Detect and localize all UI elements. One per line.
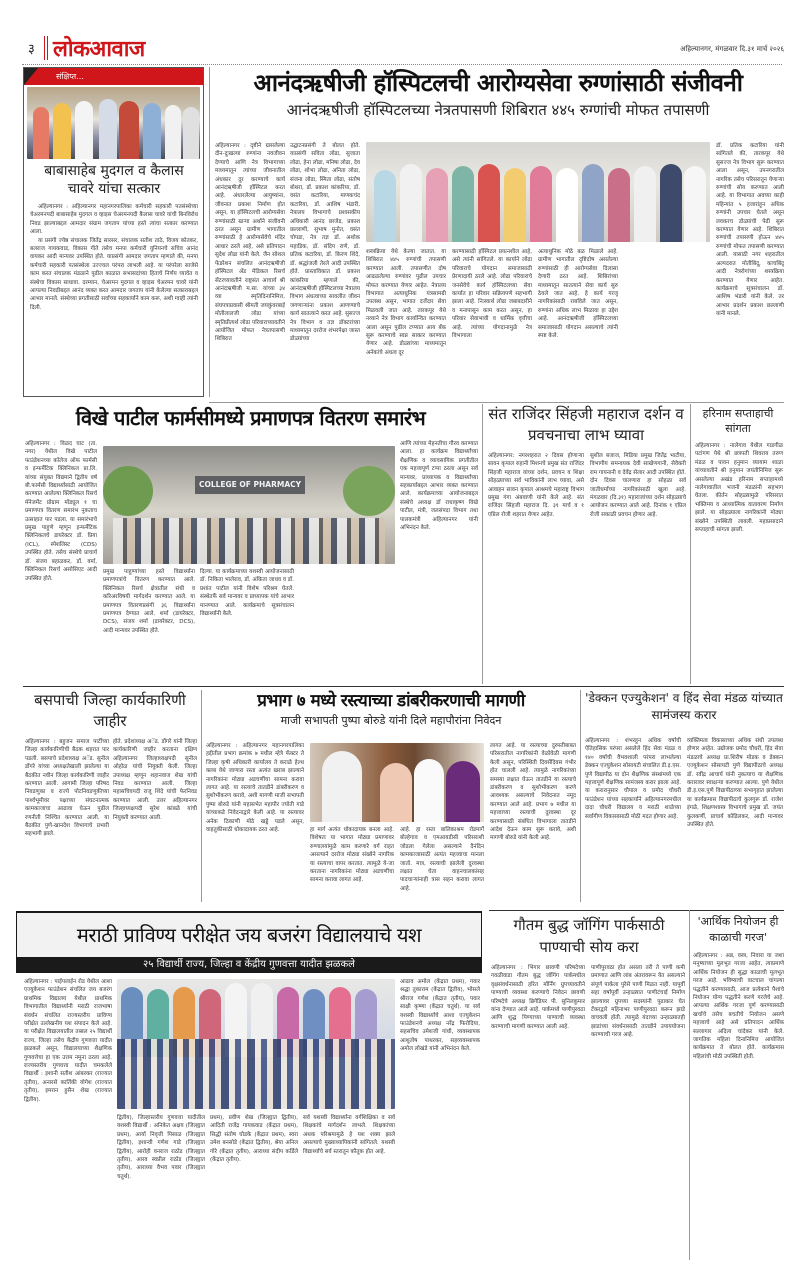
pharmacy-headline: विखे पाटील फार्मसीमध्ये प्रमाणपत्र वितरण समारंभ (75, 406, 426, 430)
marathi-headline-box (16, 911, 482, 957)
deccan-column-rule (580, 690, 581, 902)
harinam-body: अहिल्यानगर : नालेगाव येथील गाडगीळ पटांगण येथे श्री छत्रपती शिवराय तरुण मंडळ व पावन हनुमान व्यायाम शाळा यांच्यावतीने श्री हनुमान जयंतीनिमित्त सुरू असलेल्या अखंड हरिनाम सप्ताहामध्ये नालेगावातील भजनी मंडळांनी सहभाग घेतला. कीर्तन सोहळ्यामुळे परिसरात भक्तिमय व आध्यात्मिक वातावरण निर्माण झाले. या सोहळ्याला नागरिकांनी मोठ्या संख्येने उपस्थिती लावली. महाप्रसादाने सप्ताहाची सांगता झाली. (695, 443, 783, 534)
lead-col-3: शस्त्रक्रिया येथे केल्या जातात. या शिबिरात ४४५ रुग्णांची तपासणी करण्यात आली. तपासणीत दोष आढळलेल्या रुग्णांवर पुढील उपचार मोफत करण्यात येणार आहेत. नेत्रालय विभागात अत्याधुनिक यंत्रसामग्री उपलब्ध असून, भागात दर्जेदार सेवा मिळवली जात आहे. तारकपूर येथे नव्याने नेत्र विभाग कार्यान्वित करण्यात आला असून पुढील टप्प्यात आय बँक सुरू करण्याचे स्वप्न साकार करण्यात येणार आहे. डोळ्यांच्या माध्यमातून अनेकांचे अंधत्व दूर (366, 249, 446, 356)
brief-para-2: या प्रसंगी ज्येष्ठ संचालक जितेंद्र सारसर, संचालक सतीश ताठे, विजय कोतकर, बलराज गायकवाड, विकास गीते तसेच मनपा कर्मचारी युनियनचे सचिव आनंद वायकर आदी मान्यवर उपस्थित होते. याप्रसंगी आमदार जगताप म्हणाले की, मनपा कर्मचारी सहकारी पतसंस्थेला उज्ज्वल परंपरा लाभली आहे. या परंपरेला साजेसे काम करत संचालक मंडळाने पुढील काळात सभासदांच्या हिताचे निर्णय घ्यावेत व संस्थेचा विकास साधावा. दरम्यान, चेअरमन मुदगल व व्हाइस चेअरमन चावरे यांनी आपल्या निवडीबद्दल आनंद व्यक्त करत आमदार जगताप यांनी केलेल्या सत्काराबद्दल आभार मानले. संस्थेच्या प्रगतीसाठी सर्वांच्या सहकार्याने काम करू, अशी ग्वाही त्यांनी दिली. (30, 237, 198, 311)
masthead-rule (22, 64, 782, 65)
arthik-body: अहिल्यानगर : अन्न, वस्त्र, निवारा या जशा मनुष्याच्या मूलभूत गरजा आहेत, त्याप्रमाणे आर्थिक नियोजन ही सुद्धा काळाची मूलभूत गरज आहे. भविष्याची वाटचाल चांगल्या पद्धतीने करण्यासाठी, आज प्रत्येकाने पैशांचे नियोजन योग्य पद्धतीने करणे गरजेचे आहे. आपल्या आर्थिक गरजा पूर्ण करण्यासाठी खर्चाचे तसेच बचतीचे नियोजन असणे महत्त्वाचे आहे असे प्रतिपादन आर्थिक सल्लागार अदित्य चांदेकर यांनी केले. जागतिक महिला दिनानिमित्त आयोजित कार्यक्रमात ते बोलत होते. कार्यक्रमास महिलांची मोठी उपस्थिती होती. (693, 953, 784, 1060)
harinam-column-rule (690, 404, 691, 684)
harinam-headline: हरिनाम सप्ताहाची सांगता (702, 407, 774, 435)
marathi-subhead-bar (16, 957, 482, 973)
deccan-headline: 'डेक्कन एज्युकेशन' व हिंद सेवा मंडळ यांच्यात सामंजस्य करार (585, 691, 783, 722)
lead-col-1: अहिल्यानगर : दृष्टीने ग्रासलेल्या दीन-दुःखल्या रुग्णांना नवजीवन देण्याचे आणि नेत्र विभागाच्या माध्यमातून त्यांच्या जीवनातील अंधकार दूर करण्याचे कार्य आनंदऋषीजी हॉस्पिटल करत आहे. अंधारलेल्या आयुष्यांना, जीवनात प्रकाश निर्माण होत असून, या हॉस्पिटलची आरोग्यसेवा रुग्णांसाठी खऱ्या अर्थाने संजीवनी ठरत असून ग्रामीण भागातील रुग्णांसाठी हे आरोग्यसेवेचे मंदिर आधार ठरले आहे, असे प्रतिपादन सुदेश लोढा यांनी केले. जैन सोशल फेडरेशन संचलित आनंदऋषीजी हॉस्पिटल अँड मेडिकल रिसर्च सेंटरच्यावतीने राष्ट्रसंत आचार्य श्री आनंदऋषीजी म.सा. यांच्या ३४ व्या स्मृतिदिनानिमित्त, संघपत्राप्रवासी श्रीमती जयकुंवरबाई मोतीलालजी लोढा यांच्या स्मृतिप्रीत्यर्थ लोढा परिवाराच्यावतीने आयोजित मोफत नेत्रतपासणी शिबिरात (215, 143, 285, 343)
prabhag-col-2: हा मार्ग अत्यंत धोकादायक बनला आहे. विशेषतः या भागात मोठ्या प्रमाणावर रुग्णालयांमुळे काम करणारे वर्ग राहत असल्याने दररोज मोठ्या संख्येने नागरिक या रस्त्याचा वापर करतात. त्यामुळे ये-जा करताना नागरिकांना मोठ्या अडचणींचा सामना करावा लागत आहे. (310, 827, 394, 884)
arthik-column-rule (689, 910, 690, 1260)
dateline: अहिल्यानगर, मंगळवार दि.३१ मार्च २०२६ (680, 45, 784, 53)
lead-col-6: डॉ. प्रतिक कटारिया यांनी सांगितले की, तारकपूर येथे सुसज्ज नेत्र विभाग सुरू करण्यात आला असून, उपनगरातील नागरिक तसेच परिसरातून येणाऱ्या रुग्णांची सोय करण्यात आली आहे. या विभागात अवघ्या काही महिन्यांत ५ हजारांहून अधिक रुग्णांनी उपचार घेतले असून लवकरच डोळ्यांची पेढी सुरू करण्यात येणार आहे. शिबिरात रुग्णांची तपासणी होऊन ४४५ रुग्णांची मोफत तपासणी करण्यात आली. यासाठी नगर शहरातील अल्पदरात मोतीबिंदू, काचबिंदू आदी नेत्ररोगांच्या शस्त्रक्रिया करण्यात येणार आहेत. कार्यक्रमाचे सूत्रसंचालन डॉ. आशिष भंडारी यांनी केले. तर आभार प्रदर्शन प्रकाश छल्लाणी यांनी मानले. (716, 143, 784, 318)
arthik-top-rule (690, 910, 784, 911)
lead-subhead: आनंदऋषीजी हॉस्पिटलच्या नेत्रतपासणी शिबिरात ४४५ रुग्णांची मोफत तपासणी (286, 101, 710, 119)
lead-col-2: उद्घाटनप्रसंगी ते बोलत होते. याप्रसंगी सविता लोढा, सुजाता लोढा, हेना लोढा, मनिषा लोढा, देव लोढा, शोभा लोढा, अनिता लोढा, संजना लोढा, स्मिता लोढा, संतोष बोथरा, डॉ. प्रकाश कांकरिया, डॉ. वसंत कटारिया, माणकचंद कटारिया, डॉ. आशिष भंडारी, नेत्रालय विभागाचे प्रशासकीय अधिकारी आनंद छाजेड, प्रकाश छल्लाणी, सुभाष मुनोत, वसंत चोपडा, नेत्र तज्ञ डॉ. अशोक महाडिक, डॉ. संदिप राणे, डॉ. प्रतिक कटारिया, डॉ. किरण शिंदे, डॉ. श्रद्धांजली तेरले आदी उपस्थित होते. प्रास्ताविकात डॉ. प्रकाश कांकरिया म्हणाले की, आनंदऋषीजी हॉस्पिटलच्या नेत्रालय विभाग अंधत्वाच्या सावलीत जीवन जगणाऱ्यांना प्रकाश आणण्याचे कार्य सातत्याने करत आहे. सुसज्ज नेत्र विभाग व तज्ञ डॉक्टरांच्या माध्यमातून दररोज शंभरपेक्षा जास्त डोळ्यांच्या (290, 143, 360, 343)
marathi-subhead: २५ विद्यार्थी राज्य, जिल्हा व केंद्रीय गुणवत्ता यादीत झळकले (143, 959, 355, 970)
prabhag-photo (310, 743, 484, 822)
brief-body (30, 203, 198, 393)
brief-para-1: अहिल्यानगर : अहिल्यानगर महानगरपालिका कर्मचारी सहकारी पतसंस्थेच्या चेअरमनपदी बाबासाहेब मुदगल व व्हाइस चेअरमनपदी कैलास चावरे यांची बिनविरोध निवड झाल्याबद्दल आमदार संग्राम जगताप यांच्या हस्ते त्यांचा सत्कार करण्यात आला. (30, 204, 198, 236)
marathi-col-2: द्वितीय), जिल्हास्तरीय गुणवत्ता यादीतील यशस्वी विद्यार्थी : अनिकेत अक्षय (जिल्ह्यात प्रथम), आर्या निवृत्ती पिसाळ (जिल्ह्यात द्वितीय), इशान्वी गणेश गाडे (जिल्ह्यात द्वितीय), आरोही वनराज राठोड (जिल्ह्यात तृतीय), आरव स्वप्नील राठोड (जिल्ह्यात तृतीय), आराध्या वैभव पवार (जिल्ह्यात चतुर्थ). (117, 1115, 205, 1180)
masthead-divider (44, 36, 45, 60)
lead-col-5: अत्याधुनिक मोठे बळ मिळाले आहे. ग्रामीण भागातील दृष्टिदोष असलेल्या रुग्णांसाठी ही आरोग्यसेवा दिलासा देणारी ठरत आहे. शिबिरांच्या माध्यमातून सातत्याने सेवा कार्य सुरु ठेवले जात आहे. हे कार्य गरजू नागरिकांसाठी राबविले जात असून, रुग्णांना अधिक लाभ मिळावा हा उद्देश आहे. आनंदऋषीजी हॉस्पिटलच्या समाजासाठी योगदान असल्याचे त्यांनी स्पष्ट केले. (538, 249, 618, 340)
basapa-col-2: होते. प्रदेशाध्यक्ष अॅड. डोंगरे यांनी जिल्हा कार्यकारिणी जाहीर करताना दक्षिण अहिल्यानगर जिल्हाध्यक्षपदी सुनील ओहोळ यांची नियुक्ती केली. जिल्हा उपाध्यक्ष म्हणून शहानवाज शेख यांची निवड करण्यात आली. जिल्हा महासचिवपदी राजू शिंदे यांची फेरनिवड करण्यात आली. उत्तर अहिल्यानगर जिल्हाध्यक्षपदी सुरेश कांबळे यांची नियुक्ती करण्यात आली. (113, 739, 197, 821)
pharmacy-photo (103, 446, 395, 564)
masthead (24, 34, 784, 62)
brief-photo (27, 87, 200, 159)
basapa-headline: बसपाची जिल्हा कार्यकारिणी जाहीर (34, 691, 186, 730)
lead-col-6b (624, 248, 710, 398)
brief-box (23, 67, 204, 397)
pharmacy-col-4: आणि त्यांच्या मेहनतीचा गौरव करण्यात आला. हा कार्यक्रम विद्यार्थ्यांच्या शैक्षणिक व व्यावसायिक प्रगतीतील एक महत्त्वपूर्ण टप्पा ठरला असून सर्व मान्यवर, प्राध्यापक व विद्यार्थ्यांच्या सहकार्याबद्दल आभार व्यक्त करण्यात आले. कार्यक्रमाच्या आयोजनाबद्दल संस्थेचे अध्यक्ष डॉ राधाकृष्ण विखे पाटील, मंत्री, जलसंपदा विभाग तथा पालकमंत्री अहिल्यानगर यांनी अभिनंदन केले. (400, 441, 478, 532)
gautam-col-1: अहिल्यानगर : भिंगार छावणी परिषदेच्या गवळीवाडा गौतम बुद्ध जॉगिंग पार्कमधील वृक्षसंवर्धनासाठी हरित मॉर्निंग ग्रुपच्यावतीने पाण्याची व्यवस्था करण्याचे निवेदन छावणी परिषदेचे अध्यक्ष ब्रिगेडियर पी. सुनिलकुमार यांना देण्यात आले आहे. पार्कमध्ये पाणीपुरवठा आणि शुद्ध पिण्याच्या पाण्याची व्यवस्था करण्याची मागणी करण्यात आली आहे. (491, 965, 585, 1030)
pharmacy-col-3: दिल्या. या कार्यक्रमाच्या यशस्वी आयोजनासाठी डॉ. निकिता भालेराव, डॉ. अंकिता जाधव व डॉ. प्रशांत पाटील यांनी विशेष परिश्रम घेतले. संस्थेतर्फे सर्व मान्यवर व प्राध्यापक यांचे आभार मानण्यात आले. कार्यक्रमाचे सूत्रसंचालन विद्यार्थ्यांनी केले. (200, 569, 294, 618)
gautam-col-2: पाणीपुरवठा होत असला तरी ते पाणी कमी प्रमाणात आणि लांब अंतरावरून येत असल्याने संपूर्ण पार्कला पुरेसे पाणी मिळत नाही. यापूर्वी सहा वर्षांपूर्वी उन्हाळ्यात पाणीटंचाई निर्माण झाल्यावर ग्रुपच्या सदस्यांनी पुढाकार घेत टँकरद्वारे महिनाभर पाणीपुरवठा करून झाडे वाचवली होती. त्यामुळे यंदाच्या उन्हाळ्यातही झाडांच्या संवर्धनासाठी तातडीने उपाययोजना करण्याची गरज आहे. (591, 965, 685, 1039)
paper-logo: लोकआवाज (53, 37, 145, 62)
basapa-col-1: अहिल्यानगर : बहुजन समाज पार्टीच्या जिल्हा कार्यकारिणीची बैठक शहरात पार पडली. बसपाचे प्रदेशाध्यक्ष अॅड. सुनील डोंगरे यांच्या अध्यक्षतेखाली झालेल्या या बैठकीत नवीन जिल्हा कार्यकारिणी जाहीर करण्यात आली. आगामी जिल्हा परिषद निवडणुका व राज्ये पोटनिवडणुकीच्या पार्श्वभूमीवर पक्षाच्या संघटनात्मक कामकाजाचा आढावा घेऊन पुढील रणनीती निश्चित करण्यात आली. या बैठकीत पुणे-खानदेश विभागाचे प्रभारी सहभागी झाले. (25, 739, 109, 838)
lead-headline: आनंदऋषीजी हॉस्पिटलची आरोग्यसेवा रुग्णांसाठी संजीवनी (253, 69, 743, 97)
pharmacy-sign-text: COLLEGE OF PHARMACY (198, 480, 302, 489)
lead-column-rule (209, 67, 210, 397)
brief-label: संक्षिप्त... (56, 72, 84, 81)
pharmacy-col-1: अहिल्यानगर : विळद घाट (ता. नगर) येथील विखे पाटील फाउंडेशनच्या कॉलेज ऑफ फार्मसी व इन्फर्मेटिक क्लिनिकल प्रा.लि. यांच्या संयुक्त विद्यमाने द्वितीय वर्ष बी.फार्मसी विद्यार्थ्यांसाठी आयोजित करण्यात आलेल्या क्लिनिकल रिसर्च मॅनेजमेंट प्रोग्राम मॉड्यूल १ चा प्रमाणपत्र वितरण समारंभ नुकताच उत्साहात पार पडला. या समारंभाचे प्रमुख पाहुणे म्हणून इन्फर्मेटिक क्लिनिकलचे डायरेक्टर डॉ. प्रिया (ICL), स्पेशलिस्ट (CDS) उपस्थित होते. तसेच संस्थेचे प्राचार्य डॉ. संजय बहाळकर, डॉ. वर्मा, क्लिनिकल रिसर्च असोसिएट आदी उपस्थित होते. (25, 441, 97, 582)
page-number: ३ (28, 42, 35, 57)
santji-col-1: अहिल्यानगर: नगरशहरात २ दिवस होणाऱ्या सावन कृपाल रुहानी मिशनचे प्रमुख संत राजिंदर सिंहजी महाराज यांच्या दर्शन, प्रवचन व शिक्षा सोहळ्याच्या सर्व भाविकांनी लाभ घ्यावा, असे आवाहन सावन कृपाल आश्रमचे महाराष्ट्र विभाग प्रमुख गंगा अंबवाणी यांनी केले आहे. संत राजिंदर सिंहजी महाराज दि. ३१ मार्च व १ एप्रिल रोजी शहरात येणार आहेत. (488, 453, 584, 518)
prabhag-column-rule (201, 690, 202, 902)
brief-label-bar (24, 68, 203, 85)
section-rule-2 (23, 686, 784, 687)
marathi-col-1: अहिल्यानगर : पाईपलाईन रोड येथील आशा एज्युकेशन फाउंडेशन संचलित जय बजरंग प्राथमिक विद्यालय येथील प्राथमिक विभागातील विद्यार्थ्यांनी मराठी राजभाषा संवर्धन संचलित राज्यस्तरीय प्राविण्य परीक्षेत उल्लेखनीय यश संपादन केले आहे. या परीक्षेत विद्यालयातील तब्बल २५ विद्यार्थी राज्य, जिल्हा तसेच केंद्रीय गुणवत्ता यादीत झळकले असून, विद्यालयाच्या शैक्षणिक गुणवत्तेचा हा एक उत्तम नमुना ठरला आहे. राज्यस्तरीय गुणवत्ता यादीत चमकलेले विद्यार्थी : इशानी सतीश आंबरकर (राज्यात तृतीय), अनारसे कार्तिकी योगेश (राज्यात तृतीय), इमरान हुसैन शेख (राज्यात द्वितीय). (24, 979, 112, 1103)
gautam-headline: गौतम बुद्ध जॉगिंग पार्कसाठी पाण्याची सोय करा (513, 916, 665, 956)
santji-col-2: सुशील बजाज, मिडिया प्रमुख जितेंद्र भाटीया, विभागीय समन्वयक देवी साखेणगानी, सेवेकरी राम गायनानी व देवेंद्र सेलार आदी उपस्थित होते. दोन दिवस चालणारा हा सोहळा सर्व जातीधर्मांच्या नागरिकांसाठी खुला आहे. मंगळवार (दि.३१) महाराजांच्या दर्शन सोहळ्याचे आयोजन करण्यात आले आहे. दिनांक १ एप्रिल रोजी सकाळी प्रवचन होणार आहे. (590, 453, 686, 518)
masthead-divider-2 (47, 36, 48, 60)
marathi-photo (117, 979, 395, 1109)
prabhag-headline: प्रभाग ७ मध्ये रस्त्याच्या डांबरीकरणाची मागणी (257, 691, 525, 711)
pharmacy-sign (195, 476, 305, 494)
brief-label-corner (24, 68, 38, 85)
prabhag-col-1: अहिल्यानगर : अहिल्यानगर महानगरपालिका हद्दीतील प्रभाग क्रमांक ७ मधील म्हेत्रे फॅक्टर ते जिल्हा कृषी अधिकारी कार्यालय ते कराळे हेल्थ क्लब येथे जाणारा रस्ता अत्यंत खराब झाल्याने नागरिकांना मोठ्या अडचणींचा सामना करावा लागत आहे. या रस्त्याचे तातडीने डांबरीकरण व सुशोभीकरण करावे, अशी मागणी माजी सभापती पुष्पा बोरुडे यांनी महासभेत महापौर ज्योती गाडे यांच्याकडे निवेदनाद्वारे केली आहे. या रस्त्यावर अनेक ठिकाणी मोठे खड्डे पडले असून, वाहतुकीसाठी धोकादायक ठरत आहे. (206, 743, 304, 834)
pharmacy-col-2: प्रमुख पाहुण्यांच्या हस्ते विद्यार्थ्यांना प्रमाणपत्रांचे वितरण करण्यात आले. क्लिनिकल रिसर्च क्षेत्रातील संधी व करिअरविषयी मार्गदर्शन करण्यात आले. या प्रमाणपत्र वितरणप्रसंगी ३६ विद्यार्थ्यांना प्रमाणपत्र देण्यात आले. शर्मा (डायरेक्टर, DCS), संजय शर्मा (डायरेक्टर, DCS), आदी मान्यवर उपस्थित होते. (103, 569, 195, 634)
prabhag-col-3: आहे. हा रस्ता बालिकाश्रम रोडमार्गे बोल्हेगाव व एमआयडीसी परिसराशी जोडला गेलेला असल्याने दैनंदिन कामकाजासाठी अत्यंत महत्त्वाचा मानला जातो. मात्र, रस्त्याची झालेली दुरवस्था लक्षात घेता वाहनचालकांसह पादचाऱ्यांनाही त्रास सहन करावा लागत आहे. (400, 827, 484, 892)
deccan-col-1: अहिल्यानगर : शंभरहून अधिक वर्षांची ऐतिहासिक परंपरा असलेले हिंद सेवा मंडळ व १४० वर्षांची वैभवशाली परंपरा लाभलेल्या डेक्कन एज्युकेशन सोसायटी संचालित डी.इ.एस. पुणे विद्यापीठ या दोन शैक्षणिक संस्थांमध्ये एक महत्त्वपूर्ण शैक्षणिक सामंजस्य करार झाला आहे. या करारानुसार चौपाल व प्रमोद चौधरी फाउंडेशन यांच्या सहकार्याने अहिल्यानगरमधील दादा चौधरी विद्यालय व मराठी शाळेच्या सर्वांगीण विकासासाठी मोठी मदत होणार आहे. (585, 738, 681, 820)
prabhag-col-4: लागत आहे. या रस्त्याच्या दुरुस्तीबाबत परिसरातील नागरिकांनी वेळोवेळी मागणी केली असून, परिस्थिती दिवसेंदिवस गंभीर होत चालली आहे. त्यामुळे नागरिकांच्या समस्या लक्षात घेऊन तातडीने या रस्त्याचे डांबरीकरण व सुशोभीकरण करणे आवश्यक असल्याचे निवेदनात नमूद करण्यात आले आहे. प्रभाग ७ मधील या महत्त्वाच्या रस्त्याची दुरवस्था दूर करण्यासाठी संबंधित विभागाला तातडीने आदेश देऊन काम सुरू करावे, अशी मागणी बोरुडे यांनी केली आहे. (490, 743, 576, 842)
marathi-col-5: आढाव अमोल (केंद्रात प्रथम), गवार श्रद्धा तुकाराम (केंद्रात द्वितीय), भोसले श्रीराज गणेश (केंद्रात तृतीय), पवार साक्षी कृष्णा (केंद्रात चतुर्थ). या सर्व यशस्वी विद्यार्थ्यांचे आशा एज्युकेशन फाउंडेशनचे अध्यक्ष नरेंद्र फिरोदिया, सहसचिव उमेशजी गांधी, व्यवस्थापक आशुतोष पाथरकर, सहव्यवस्थापक अमोल लोखंडे यांनी अभिनंदन केले. (400, 979, 480, 1053)
lead-photo (366, 142, 710, 242)
pharmacy-column-rule (482, 404, 483, 684)
santji-headline: संत राजिंदर सिंहजी महाराज दर्शन व प्रवचनाचा लाभ घ्यावा (488, 405, 684, 444)
section-rule-1 (209, 402, 784, 403)
prabhag-subhead: माजी सभापती पुष्पा बोरुडे यांनी दिले महापौरांना निवेदन (280, 714, 502, 727)
lead-col-4: करण्यासाठी हॉस्पिटल प्रयत्नशील आहे, असे त्यांनी सांगितले. या कार्याने लोढा परिवाराचे योगदान समाजासाठी प्रेरणादायी ठरले आहे. लोढा परिवाराचे जनसेवेचे कार्य हॉस्पिटलच्या सेवा कार्यात हा परिवार सक्रियपणे सहभागी झाला आहे. निःस्वार्थ लोढा जबाबदारीने व मनापासून काम करत असून, हा परिवार सेवाभावी व धार्मिक वृत्तीचा आहे. त्यांच्या योगदानामुळे नेत्र विभागाला (452, 249, 532, 340)
deccan-col-2: व्यक्तिमत्व विकासाच्या अधिक संधी उपलब्ध होणार आहेत. उद्योजक प्रमोद चौधरी, हिंद सेवा मंडळाचे अध्यक्ष प्रा.शिरीष मोडक व डेक्कन एज्युकेशन सोसायटी पुणे विद्यापीठाचे अध्यक्ष डॉ. रवींद्र आचार्य यांनी नुकत्याच या शैक्षणिक करारावर स्वाक्षऱ्या करण्यात आल्या. पुणे येथील डी.इ.एस.पुणे विद्यापीठाच्या सभागृहात झालेल्या या कार्यक्रमास विद्यापीठाचे कुलगुरू डॉ. राजेश इंगळे, शिक्षणशास्त्र विभागाचे प्रमुख डॉ. जयंत कुलकर्णी, प्राचार्य कोडिलकर, आदी मान्यवर उपस्थित होते. (687, 738, 783, 829)
arthik-headline: 'आर्थिक नियोजन ही काळाची गरज' (697, 915, 779, 944)
marathi-headline: मराठी प्राविण्य परीक्षेत जय बजरंग विद्यालयाचे यश (76, 923, 422, 947)
marathi-col-4: सर्व यशस्वी विद्यार्थ्यांना वर्गशिक्षिका व सर्व शिक्षकांचे मार्गदर्शन लाभले. शिक्षकांच्या अथक परिश्रमामुळे हे यश शक्य झाले असल्याचे मुख्याध्यापिकांनी सांगितले. यशस्वी विद्यार्थ्यांचे सर्व स्तरातून कौतुक होत आहे. (303, 1115, 395, 1155)
marathi-col-3: प्रथम), प्रवीण शेख (जिल्ह्यात द्वितीय), आदिती राजेंद्र गायकवाड (केंद्रात प्रथम), सिद्धी संतोष घोडके (केंद्रात प्रथम), स्वरा उमेश बनसोडे (केंद्रात द्वितीय), श्रेया अनिल गोरे (केंद्रात तृतीय), आराध्या संदीप कर्डिले (केंद्रात तृतीय). (210, 1115, 298, 1164)
brief-headline: बाबासाहेब मुदगल व कैलास चावरे यांचा सत्कार (44, 163, 184, 197)
gautam-top-rule (489, 910, 689, 911)
